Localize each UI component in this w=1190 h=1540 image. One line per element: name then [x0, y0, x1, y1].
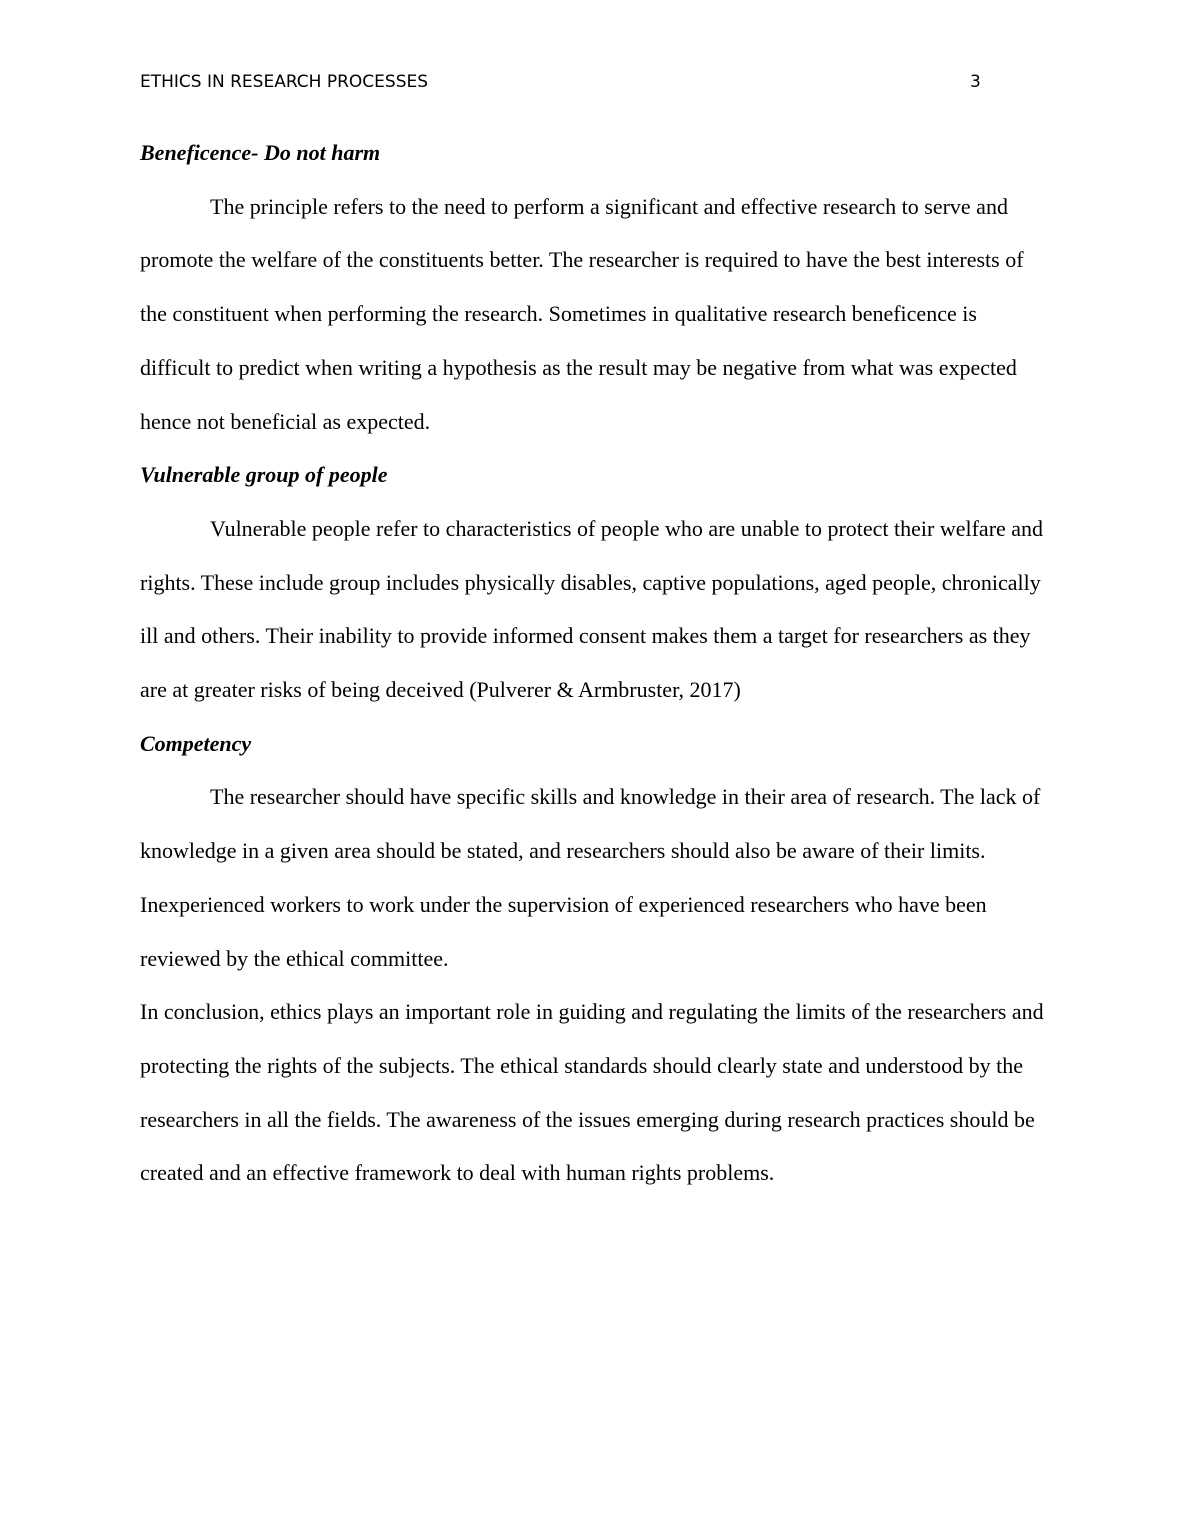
paragraph-conclusion: In conclusion, ethics plays an important role in guiding and regulating the limits of the researchers and protecting the rights of the subjects. The ethical standards should clearly state and understood by the researchers in all the fields. The awareness of the issues emerging during research practices should be created and an effective framework to deal with human rights problems. — [140, 999, 1044, 1186]
paragraph-beneficence: The principle refers to the need to perform a significant and effective research to serve and promote the welfare of the constituents better. The researcher is required to have the best interests of the constituent when performing the research. Sometimes in qualitative research beneficence is difficult to predict when writing a hypothesis as the result may be negative from what was expected hence not beneficial as expected. — [140, 193, 1024, 434]
section-heading-vulnerable-group: Vulnerable group of people — [140, 462, 388, 488]
paragraph-competency: The researcher should have specific skills and knowledge in their area of research. The lack of knowledge in a given area should be stated, and researchers should also be aware of their limits. Inexperienced workers to work under the supervision of experienced researchers who have been reviewed by the ethical committee. — [140, 784, 1041, 971]
section-heading-beneficence: Beneficence- Do not harm — [140, 140, 381, 165]
section-heading-competency: Competency — [140, 730, 252, 756]
page-number: 3 — [970, 72, 981, 92]
running-head: ETHICS IN RESEARCH PROCESSES — [140, 72, 429, 92]
paragraph-vulnerable-group: Vulnerable people refer to characteristics of people who are unable to protect their welfare and rights. These include group includes physically disables, captive populations, aged people, chronically ill and others. Their inability to provide informed consent makes them a target for researchers as they are at greater risks of being deceived (Pulverer & Armbruster, 2017) — [140, 515, 1044, 703]
document-body — [140, 126, 1050, 1200]
